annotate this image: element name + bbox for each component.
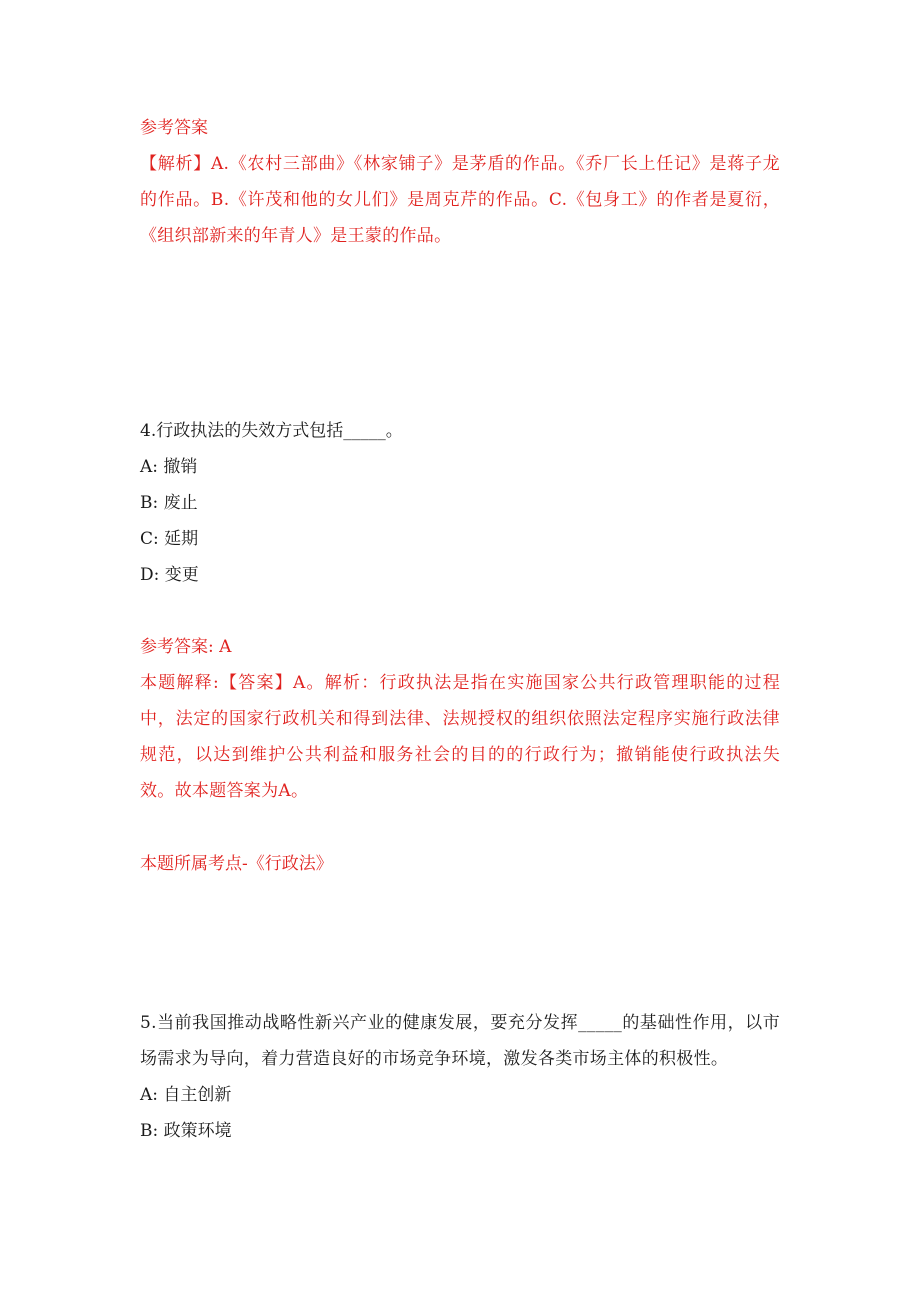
q4-stem: 4.行政执法的失效方式包括_____。 [140, 421, 403, 441]
q5-option-a: A: 自主创新 [140, 1085, 232, 1105]
q5-option-b: B: 政策环境 [140, 1121, 232, 1141]
prev-answer-section [140, 110, 780, 254]
question-4 [140, 413, 780, 593]
q4-topic: 本题所属考点-《行政法》 [140, 854, 333, 874]
q4-explanation: 本题解释:【答案】A。解析：行政执法是指在实施国家公共行政管理职能的过程中，法定的国家行政机关和得到法律、法规授权的组织依照法定程序实施行政法律规范，以达到维护公共利益和服务社会的目的的行政行为；撤销能使行政执法失效。故本题答案为A。 [140, 673, 780, 801]
q4-option-c: C: 延期 [140, 529, 199, 549]
prev-answer-analysis: 【解析】A.《农村三部曲》《林家铺子》是茅盾的作品。《乔厂长上任记》是蒋子龙的作品。B.《许茂和他的女儿们》是周克芹的作品。C.《包身工》的作者是夏衍，《组织部新来的年青人》是王蒙的作品。 [140, 154, 780, 246]
q5-stem: 5.当前我国推动战略性新兴产业的健康发展，要充分发挥_____的基础性作用，以市场需求为导向，着力营造良好的市场竞争环境，激发各类市场主体的积极性。 [140, 1013, 780, 1069]
question-5 [140, 1005, 780, 1149]
q4-option-d: D: 变更 [140, 565, 199, 585]
q4-answer: 参考答案: A [140, 637, 232, 657]
q4-option-b: B: 废止 [140, 493, 198, 513]
q4-topic-section [140, 846, 780, 882]
prev-answer-heading: 参考答案 [140, 118, 208, 138]
q4-answer-section [140, 629, 780, 809]
q4-option-a: A: 撤销 [140, 457, 198, 477]
